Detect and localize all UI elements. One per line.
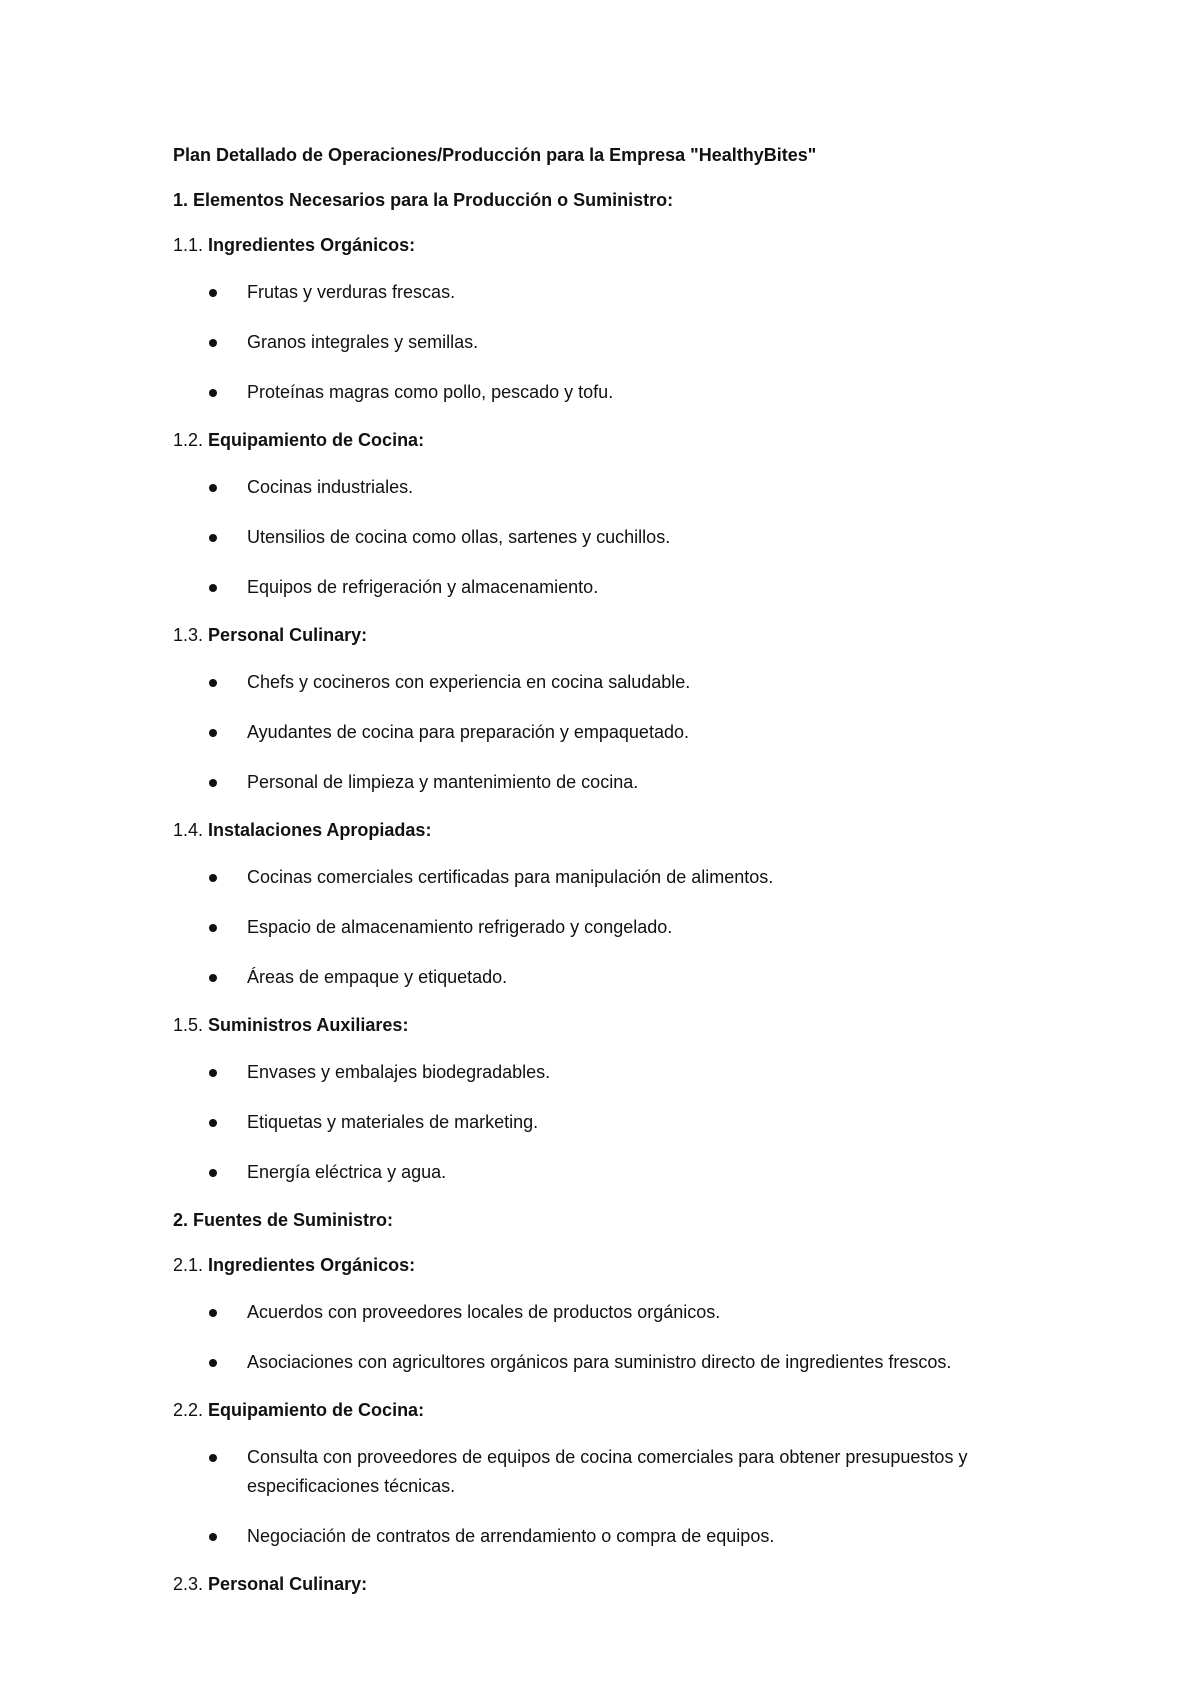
list-item <box>173 573 1033 602</box>
section-2-heading-text: 2. Fuentes de Suministro: <box>173 1210 394 1230</box>
bullet-icon <box>209 974 217 982</box>
subsection-2-2-list <box>173 1443 1033 1551</box>
subsection-1-4-heading <box>173 818 1033 842</box>
subsection-1-5-list <box>173 1058 1033 1187</box>
subsection-1-2-list <box>173 473 1033 602</box>
subsection-1-5-heading <box>173 1013 1033 1037</box>
document-content <box>173 143 1033 1617</box>
list-item <box>173 1108 1033 1137</box>
bullet-icon <box>209 289 217 297</box>
subsection-label: Equipamiento de Cocina: <box>208 1400 425 1420</box>
section-1-heading-text: 1. Elementos Necesarios para la Producción o Suministro: <box>173 190 674 210</box>
list-item-text: Granos integrales y semillas. <box>247 332 479 352</box>
list-item <box>173 523 1033 552</box>
subsection-number: 1.2. <box>173 430 204 450</box>
bullet-icon <box>209 1454 217 1462</box>
bullet-icon <box>209 1359 217 1367</box>
bullet-icon <box>209 779 217 787</box>
list-item-text: Chefs y cocineros con experiencia en cocina saludable. <box>247 672 691 692</box>
bullet-icon <box>209 1169 217 1177</box>
subsection-number: 1.3. <box>173 625 204 645</box>
list-item <box>173 963 1033 992</box>
subsection-number: 2.1. <box>173 1255 204 1275</box>
subsection-label: Personal Culinary: <box>208 1574 368 1594</box>
list-item <box>173 768 1033 797</box>
subsection-number: 1.4. <box>173 820 204 840</box>
bullet-icon <box>209 1533 217 1541</box>
list-item-text: Utensilios de cocina como ollas, sartenes y cuchillos. <box>247 527 671 547</box>
list-item-text: Equipos de refrigeración y almacenamiento. <box>247 577 599 597</box>
subsection-1-3-list <box>173 668 1033 797</box>
list-item-text: Cocinas comerciales certificadas para manipulación de alimentos. <box>247 867 774 887</box>
bullet-icon <box>209 874 217 882</box>
subsection-number: 1.1. <box>173 235 204 255</box>
bullet-icon <box>209 534 217 542</box>
bullet-icon <box>209 1119 217 1127</box>
subsection-1-3-heading <box>173 623 1033 647</box>
list-item-text: Personal de limpieza y mantenimiento de cocina. <box>247 772 639 792</box>
list-item <box>173 718 1033 747</box>
subsection-2-3-heading <box>173 1572 1033 1596</box>
list-item <box>173 668 1033 697</box>
list-item-text: Áreas de empaque y etiquetado. <box>247 967 508 987</box>
list-item <box>173 1158 1033 1187</box>
list-item-text: Energía eléctrica y agua. <box>247 1162 447 1182</box>
bullet-icon <box>209 339 217 347</box>
list-item-text: Espacio de almacenamiento refrigerado y congelado. <box>247 917 673 937</box>
subsection-1-4-list <box>173 863 1033 992</box>
list-item-text: Proteínas magras como pollo, pescado y tofu. <box>247 382 614 402</box>
subsection-number: 1.5. <box>173 1015 204 1035</box>
bullet-icon <box>209 679 217 687</box>
bullet-icon <box>209 484 217 492</box>
bullet-icon <box>209 584 217 592</box>
subsection-label: Suministros Auxiliares: <box>208 1015 409 1035</box>
subsection-2-1-list <box>173 1298 1033 1377</box>
list-item <box>173 1348 1033 1377</box>
bullet-icon <box>209 924 217 932</box>
section-2-heading <box>173 1208 1033 1232</box>
subsection-label: Ingredientes Orgánicos: <box>208 1255 416 1275</box>
list-item-text: Negociación de contratos de arrendamiento o compra de equipos. <box>247 1526 775 1546</box>
subsection-1-1-heading <box>173 233 1033 257</box>
subsection-1-2-heading <box>173 428 1033 452</box>
subsection-number: 2.2. <box>173 1400 204 1420</box>
bullet-icon <box>209 1069 217 1077</box>
list-item <box>173 1443 1033 1501</box>
list-item-text: Cocinas industriales. <box>247 477 414 497</box>
section-1-heading <box>173 188 1033 212</box>
bullet-icon <box>209 1309 217 1317</box>
list-item <box>173 1298 1033 1327</box>
subsection-label: Instalaciones Apropiadas: <box>208 820 432 840</box>
subsection-label: Personal Culinary: <box>208 625 368 645</box>
list-item-text: Consulta con proveedores de equipos de cocina comerciales para obtener presupuestos y especificaciones técnicas. <box>247 1447 968 1496</box>
list-item-text: Acuerdos con proveedores locales de productos orgánicos. <box>247 1302 721 1322</box>
list-item <box>173 473 1033 502</box>
list-item <box>173 1058 1033 1087</box>
document-title: Plan Detallado de Operaciones/Producción para la Empresa "HealthyBites" <box>173 145 817 165</box>
bullet-icon <box>209 389 217 397</box>
list-item <box>173 378 1033 407</box>
list-item-text: Frutas y verduras frescas. <box>247 282 456 302</box>
list-item-text: Etiquetas y materiales de marketing. <box>247 1112 539 1132</box>
list-item-text: Envases y embalajes biodegradables. <box>247 1062 551 1082</box>
list-item <box>173 328 1033 357</box>
list-item-text: Ayudantes de cocina para preparación y empaquetado. <box>247 722 689 742</box>
subsection-label: Ingredientes Orgánicos: <box>208 235 416 255</box>
subsection-number: 2.3. <box>173 1574 204 1594</box>
list-item <box>173 278 1033 307</box>
list-item <box>173 913 1033 942</box>
subsection-1-1-list <box>173 278 1033 407</box>
list-item <box>173 1522 1033 1551</box>
subsection-2-2-heading <box>173 1398 1033 1422</box>
list-item-text: Asociaciones con agricultores orgánicos para suministro directo de ingredientes frescos. <box>247 1352 952 1372</box>
subsection-label: Equipamiento de Cocina: <box>208 430 425 450</box>
subsection-2-1-heading <box>173 1253 1033 1277</box>
bullet-icon <box>209 729 217 737</box>
list-item <box>173 863 1033 892</box>
